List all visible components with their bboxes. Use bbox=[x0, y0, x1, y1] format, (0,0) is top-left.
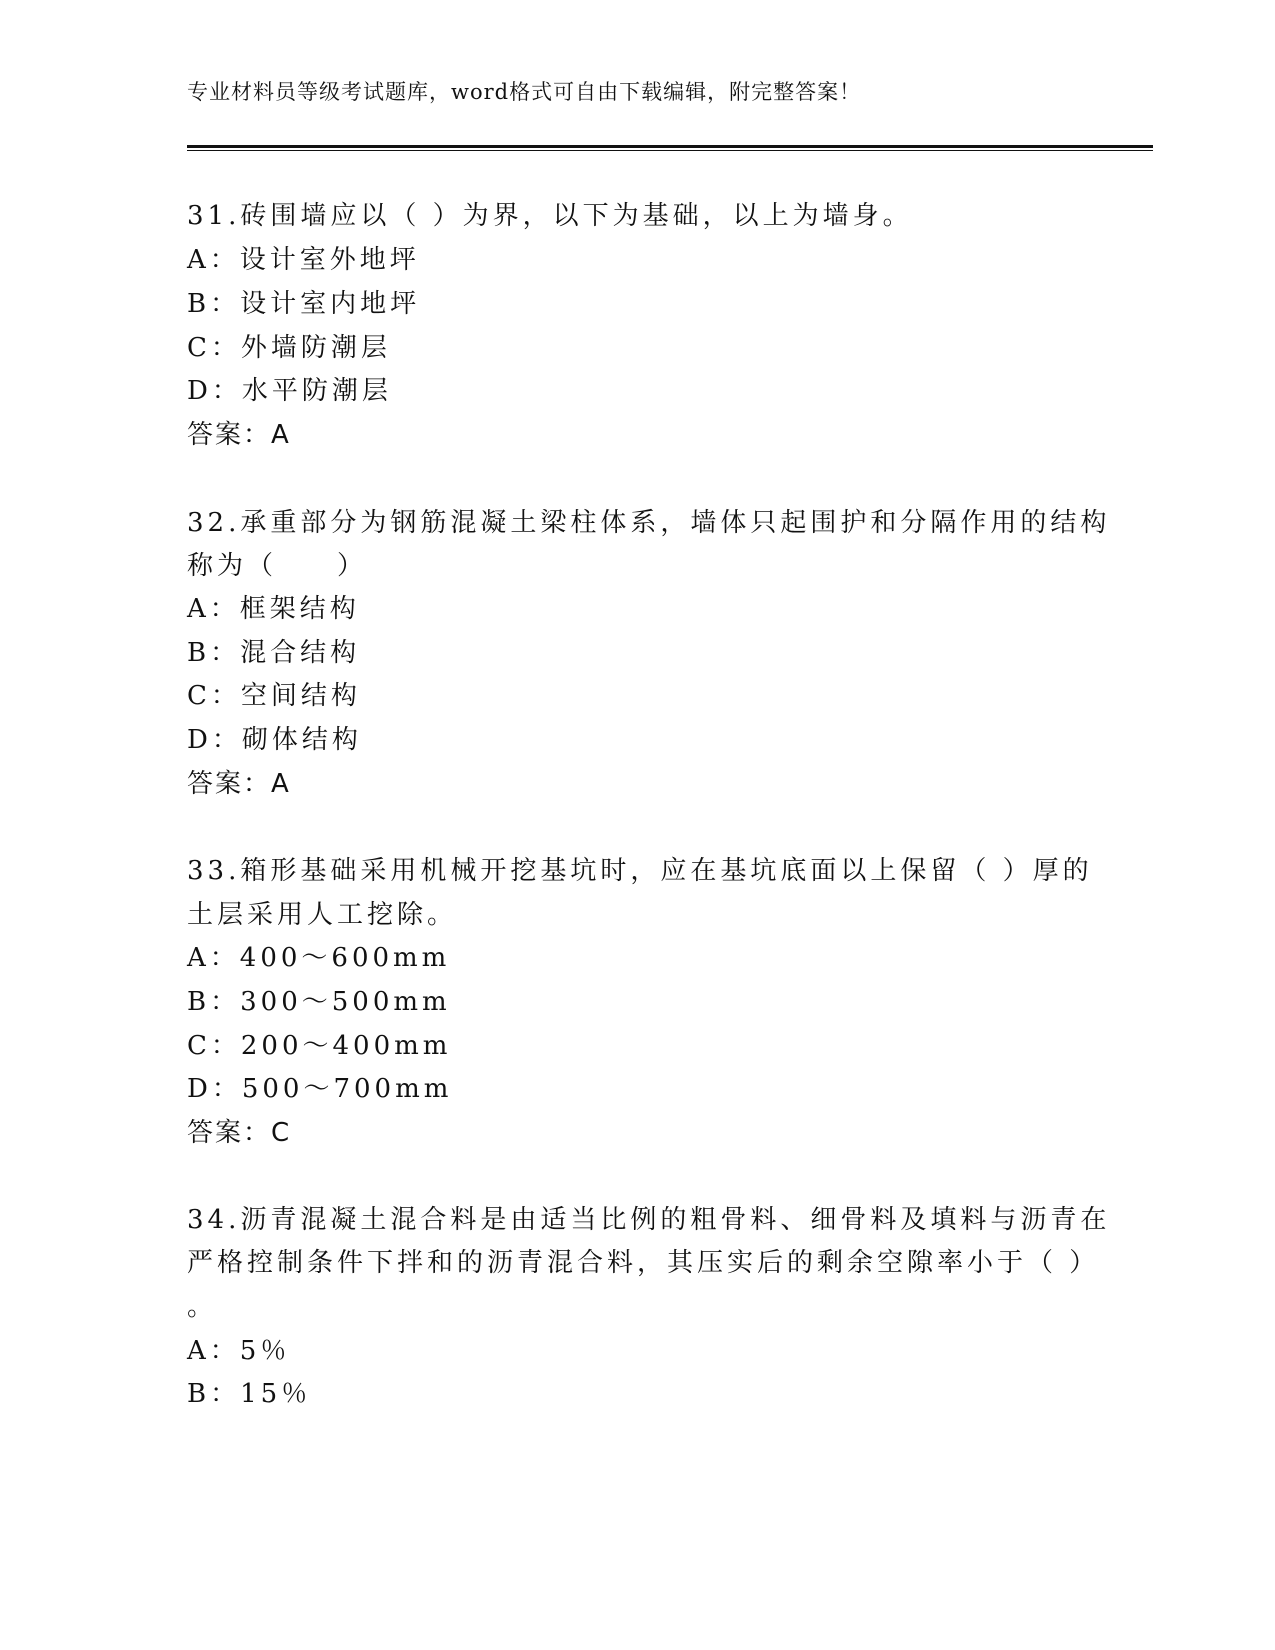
question-34-option-a: A：5％ bbox=[187, 1336, 291, 1366]
question-32-option-c: C：空间结构 bbox=[187, 681, 361, 711]
question-32-stem-line-1: 32.承重部分为钢筋混凝土梁柱体系，墙体只起围护和分隔作用的结构 bbox=[187, 508, 1111, 538]
question-31-option-c: C：外墙防潮层 bbox=[187, 333, 391, 363]
question-32-stem-line-2: 称为（ ） bbox=[187, 551, 368, 581]
question-34-stem-line-3: 。 bbox=[187, 1292, 218, 1322]
question-32-option-d: D：砌体结构 bbox=[187, 725, 362, 755]
header-text: 专业材料员等级考试题库，word格式可自由下载编辑，附完整答案！ bbox=[187, 80, 862, 104]
question-31-option-a: A：设计室外地坪 bbox=[187, 245, 420, 275]
question-34-stem-line-2: 严格控制条件下拌和的沥青混合料，其压实后的剩余空隙率小于（ ） bbox=[187, 1248, 1100, 1278]
question-34-option-b: B：15％ bbox=[187, 1379, 312, 1409]
question-31-stem: 31.砖围墙应以（ ）为界，以下为基础，以上为墙身。 bbox=[187, 201, 913, 231]
question-31-option-d: D：水平防潮层 bbox=[187, 376, 392, 406]
question-33-option-b: B：300～500mm bbox=[187, 987, 451, 1017]
question-32-answer: 答案：A bbox=[187, 769, 291, 799]
header-divider-thin bbox=[187, 150, 1153, 151]
question-34-stem-line-1: 34.沥青混凝土混合料是由适当比例的粗骨料、细骨料及填料与沥青在 bbox=[187, 1205, 1111, 1235]
question-33-answer: 答案：C bbox=[187, 1118, 292, 1148]
question-33-option-c: C：200～400mm bbox=[187, 1031, 452, 1061]
header-divider bbox=[187, 145, 1153, 148]
question-33-stem-line-2: 土层采用人工挖除。 bbox=[187, 900, 458, 930]
question-33-option-a: A：400～600mm bbox=[187, 943, 451, 973]
question-33-stem-line-1: 33.箱形基础采用机械开挖基坑时，应在基坑底面以上保留（ ）厚的 bbox=[187, 856, 1093, 886]
question-31-option-b: B：设计室内地坪 bbox=[187, 289, 421, 319]
question-32-option-b: B：混合结构 bbox=[187, 638, 361, 668]
question-31-answer: 答案：A bbox=[187, 420, 291, 450]
question-32-option-a: A：框架结构 bbox=[187, 594, 360, 624]
question-33-option-d: D：500～700mm bbox=[187, 1074, 453, 1104]
